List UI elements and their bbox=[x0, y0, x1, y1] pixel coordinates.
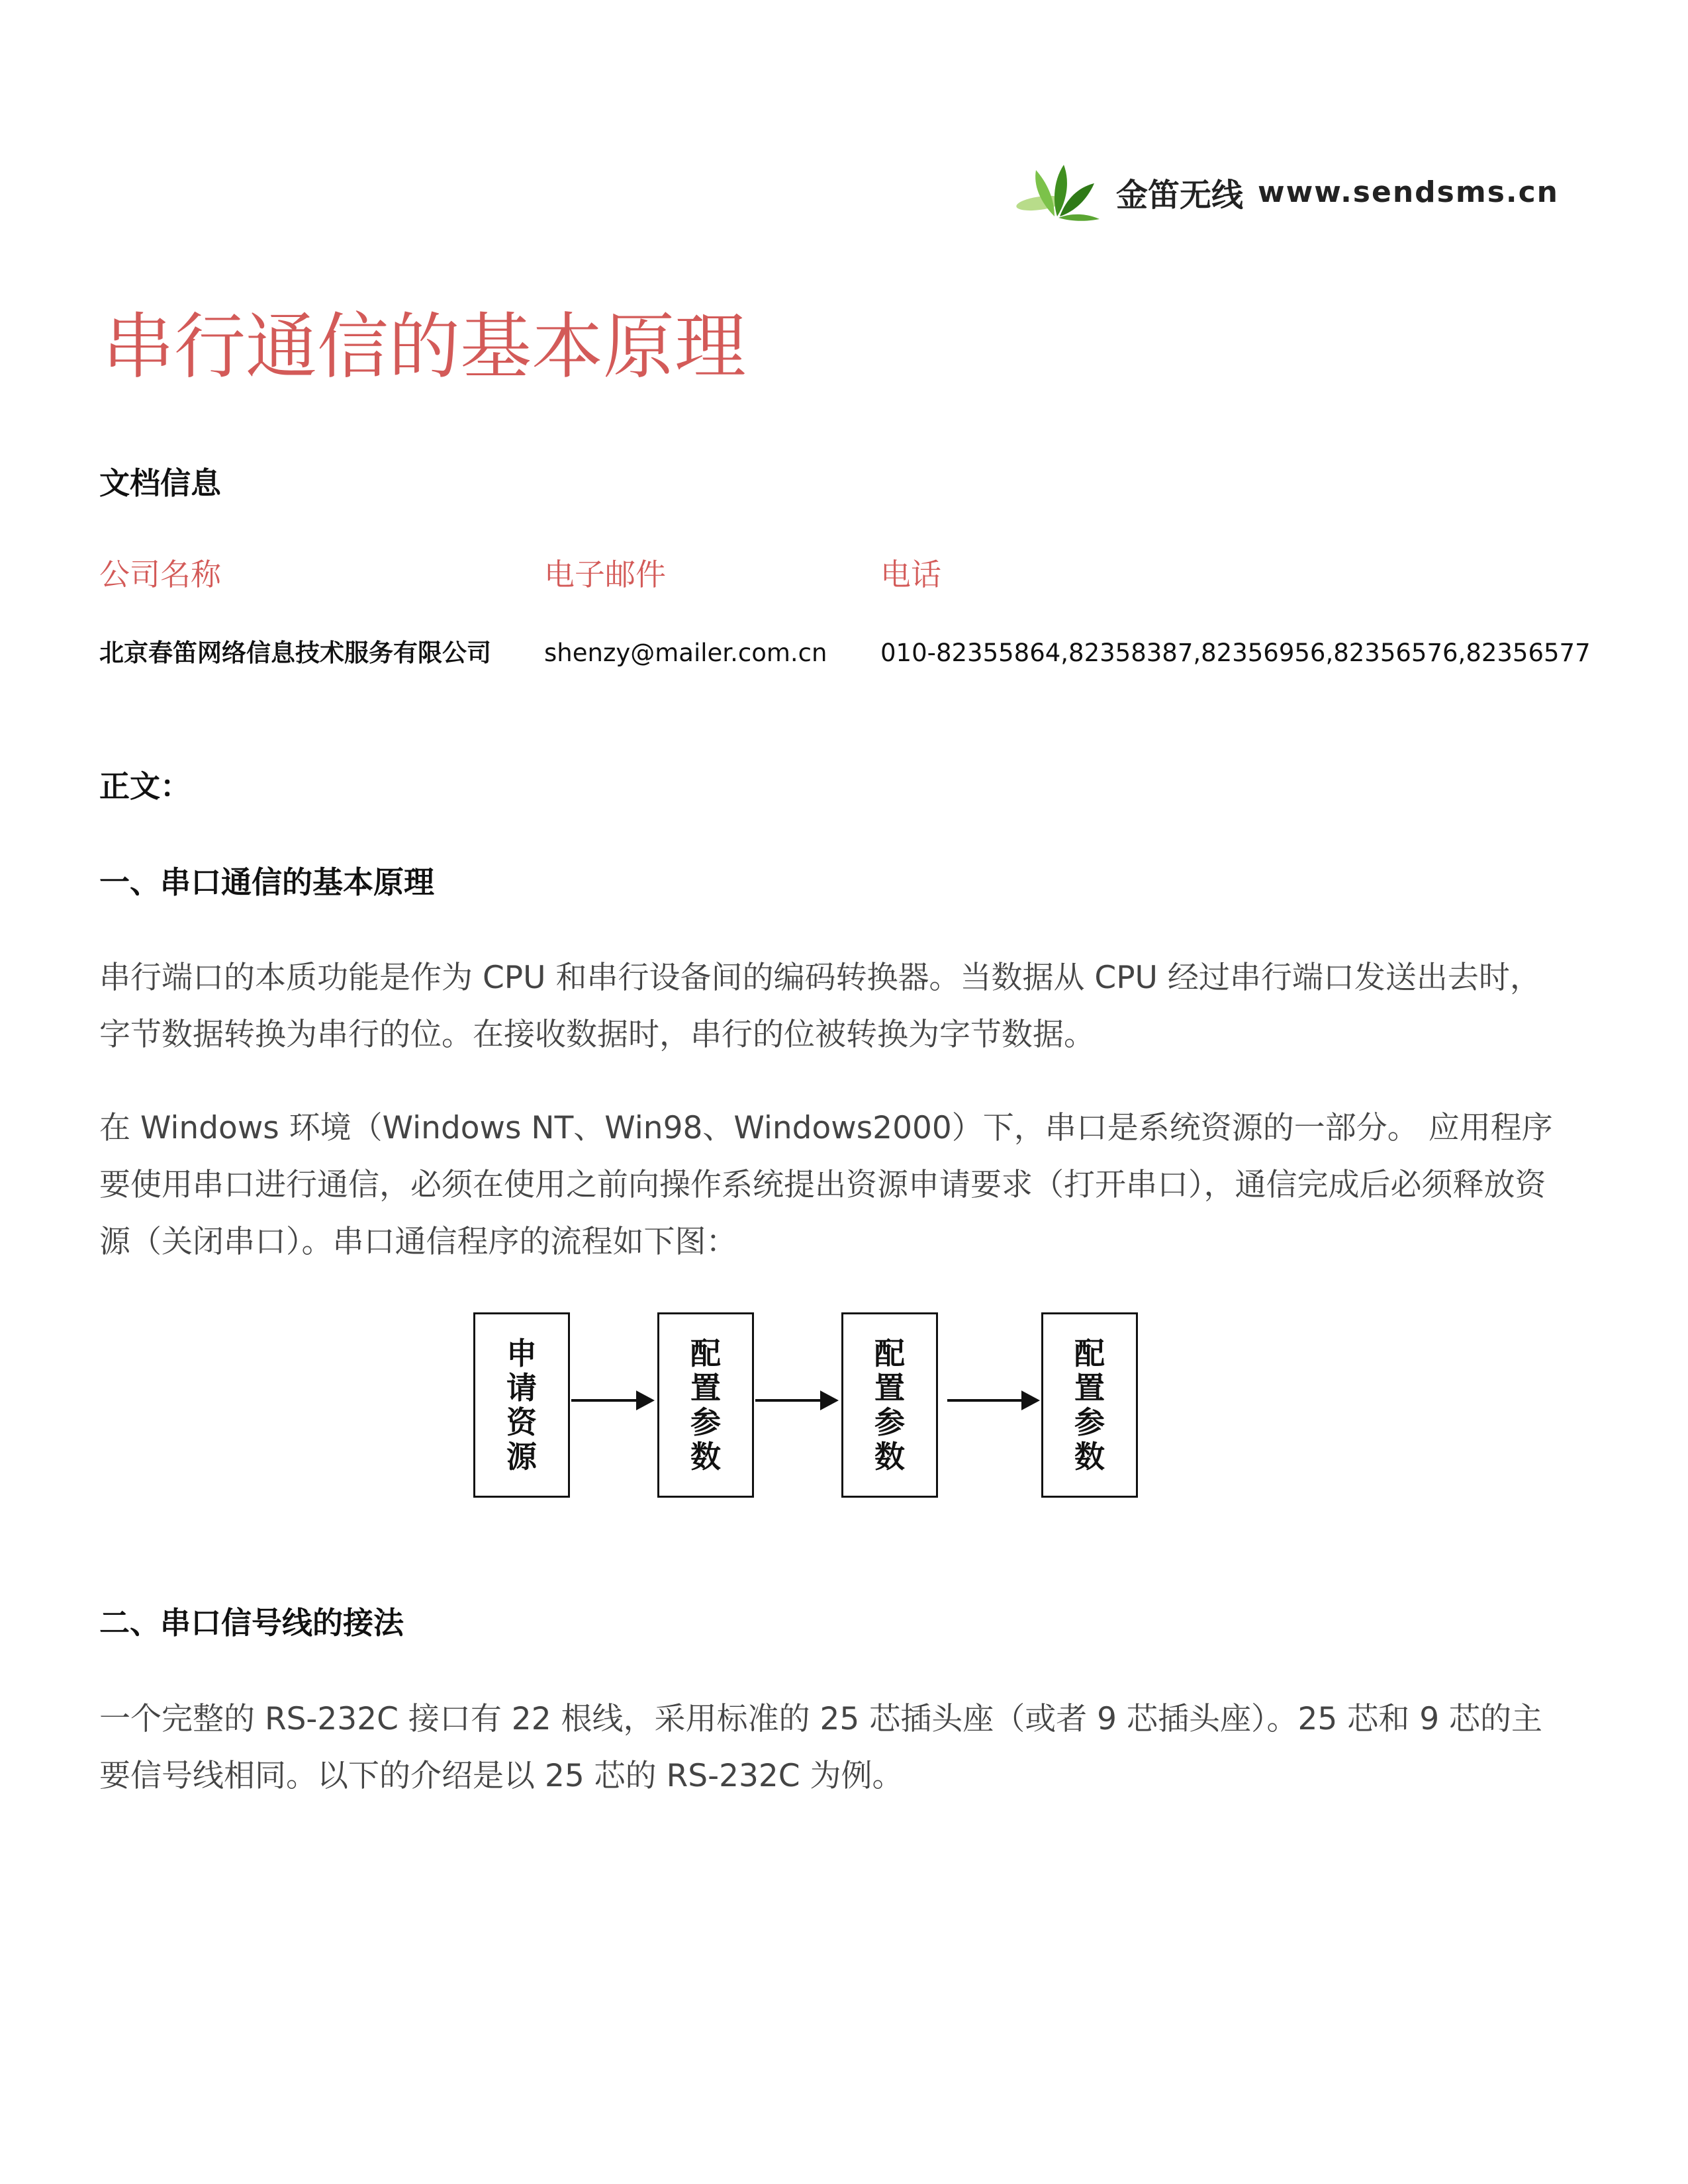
flow-step-char: 置 bbox=[690, 1370, 721, 1406]
body-heading: 正文： bbox=[99, 768, 191, 804]
flow-arrow bbox=[947, 1390, 1040, 1410]
flow-step-char: 数 bbox=[874, 1439, 905, 1475]
flow-step-configure-2 bbox=[841, 1312, 938, 1498]
flow-arrow bbox=[755, 1390, 839, 1410]
flow-step-configure-1 bbox=[657, 1312, 754, 1498]
section2-paragraph-1: 一个完整的 RS-232C 接口有 22 根线，采用标准的 25 芯插头座（或者 9 芯插头座）。25 芯和 9 芯的主要信号线相同。以下的介绍是以 25 芯的 RS-232C 为例。 bbox=[99, 1701, 1543, 1794]
brand-header bbox=[1013, 156, 1559, 228]
flow-step-char: 数 bbox=[690, 1439, 721, 1475]
document-title: 串行通信的基本原理 bbox=[103, 306, 747, 388]
phone-label: 电话 bbox=[880, 557, 941, 592]
flow-step-char: 置 bbox=[874, 1370, 905, 1406]
flow-step-char: 申 bbox=[506, 1336, 537, 1371]
company-label: 公司名称 bbox=[99, 557, 221, 592]
section2-heading: 二、串口信号线的接法 bbox=[99, 1605, 404, 1641]
brand-url: www.sendsms.cn bbox=[1257, 175, 1559, 209]
flow-step-char: 配 bbox=[690, 1336, 721, 1371]
flow-step-char: 配 bbox=[1074, 1336, 1105, 1371]
section1-heading: 一、串口通信的基本原理 bbox=[99, 864, 434, 900]
flow-step-char: 数 bbox=[1074, 1439, 1105, 1475]
flow-step-char: 源 bbox=[506, 1439, 537, 1475]
flow-step-request-resource bbox=[473, 1312, 570, 1498]
leaf-logo-icon bbox=[1013, 162, 1103, 222]
company-value: 北京春笛网络信息技术服务有限公司 bbox=[99, 639, 491, 667]
flow-step-char: 配 bbox=[874, 1336, 905, 1371]
flow-step-char: 请 bbox=[506, 1370, 537, 1406]
flow-arrow bbox=[571, 1390, 655, 1410]
flow-step-char: 参 bbox=[690, 1404, 721, 1440]
flow-step-char: 参 bbox=[874, 1404, 905, 1440]
flow-step-char: 参 bbox=[1074, 1404, 1105, 1440]
section1-paragraph-1: 串行端口的本质功能是作为 CPU 和串行设备间的编码转换器。当数据从 CPU 经过串行端口发送出去时，字节数据转换为串行的位。在接收数据时，串行的位被转换为字节数据。 bbox=[99, 960, 1541, 1053]
serial-flowchart bbox=[473, 1302, 1152, 1504]
phone-value: 010-82355864,82358387,82356956,82356576,82356577 bbox=[880, 639, 1591, 667]
flow-step-configure-3 bbox=[1041, 1312, 1138, 1498]
brand-name: 金笛无线 bbox=[1115, 176, 1243, 214]
doc-info-heading: 文档信息 bbox=[99, 465, 221, 501]
email-value: shenzy@mailer.com.cn bbox=[544, 639, 827, 667]
flow-step-char: 置 bbox=[1074, 1370, 1105, 1406]
email-label: 电子邮件 bbox=[544, 557, 666, 592]
section1-paragraph-2: 在 Windows 环境（Windows NT、Win98、Windows2000）下，串口是系统资源的一部分。 应用程序要使用串口进行通信，必须在使用之前向操作系统提出资源申请要求（打开串口），通信完成后必须释放资源（关闭串口）。串口通信程序的流程如下图： bbox=[99, 1110, 1553, 1260]
flow-step-char: 资 bbox=[506, 1404, 537, 1440]
